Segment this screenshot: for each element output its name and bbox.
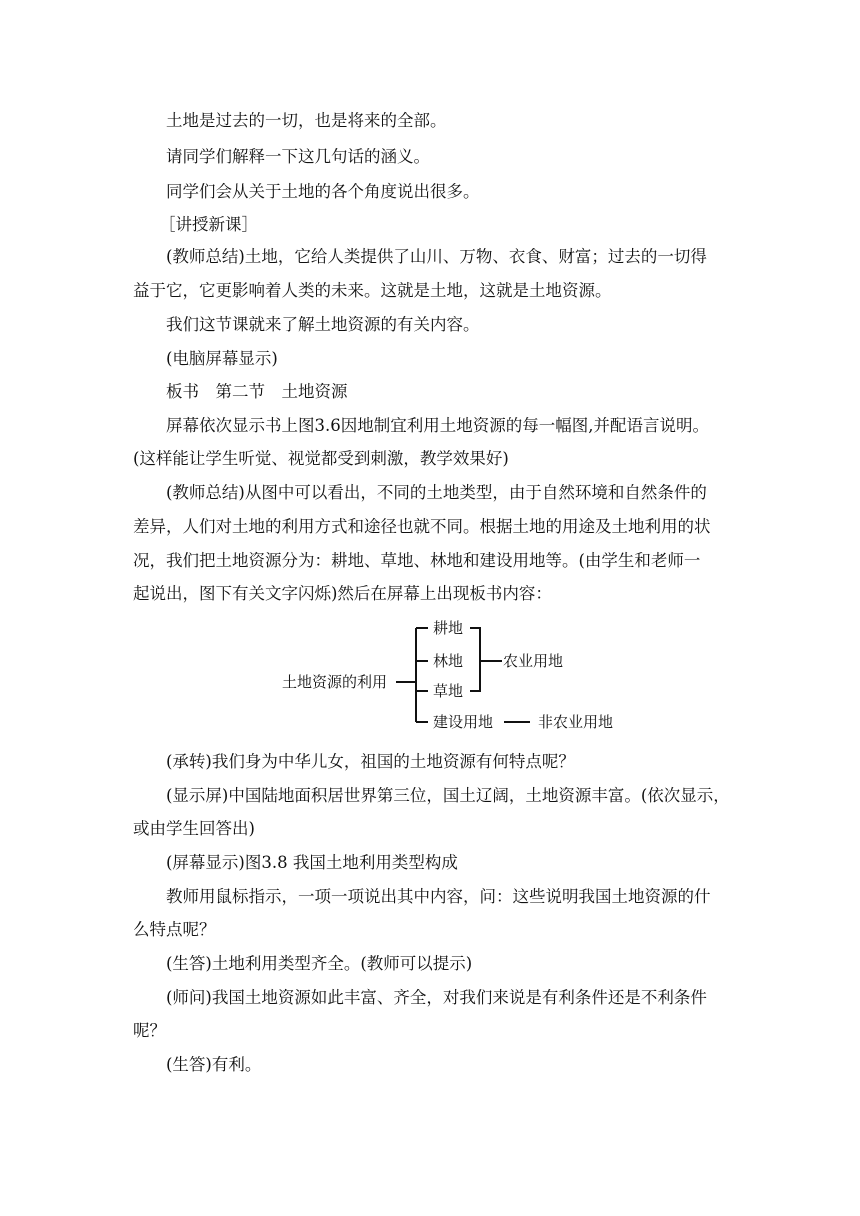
paragraph: 教师用鼠标指示，一项一项说出其中内容，问：这些说明我国土地资源的什 xyxy=(166,887,711,906)
paragraph: 我们这节课就来了解土地资源的有关内容。 xyxy=(166,315,480,334)
diagram-item-grassland: 草地 xyxy=(433,682,464,700)
paragraph: (屏幕显示)图3.8 我国土地利用类型构成 xyxy=(166,853,458,872)
land-use-diagram xyxy=(278,618,638,736)
paragraph: 请同学们解释一下这几句话的涵义。 xyxy=(166,147,430,166)
paragraph: 土地是过去的一切，也是将来的全部。 xyxy=(166,111,447,130)
paragraph-continued: 差异，人们对土地的利用方式和途径也就不同。根据土地的用途及土地利用的状 xyxy=(133,517,711,536)
section-heading: ［讲授新课］ xyxy=(159,215,258,234)
diagram-agri-label: 农业用地 xyxy=(503,652,564,670)
paragraph: (师问)我国土地资源如此丰富、齐全，对我们来说是有利条件还是不利条件 xyxy=(166,988,707,1007)
diagram-item-forest: 林地 xyxy=(433,652,464,670)
diagram-nonagri-label: 非农业用地 xyxy=(538,713,614,731)
paragraph: (显示屏)中国陆地面积居世界第三位，国土辽阔，土地资源丰富。(依次显示， xyxy=(166,786,730,805)
paragraph-continued: 起说出，图下有关文字闪烁)然后在屏幕上出现板书内容： xyxy=(133,584,552,603)
board-title: 板书 第二节 土地资源 xyxy=(166,382,348,401)
paragraph-continued: 呢？ xyxy=(133,1021,166,1040)
paragraph: 同学们会从关于土地的各个角度说出很多。 xyxy=(166,182,480,201)
diagram-root-label: 土地资源的利用 xyxy=(282,673,388,691)
paragraph: (教师总结)从图中可以看出，不同的土地类型，由于自然环境和自然条件的 xyxy=(166,483,707,502)
paragraph: (生答)有利。 xyxy=(166,1055,262,1074)
paragraph-continued: 或由学生回答出) xyxy=(133,819,255,838)
paragraph-continued: 么特点呢？ xyxy=(133,920,216,939)
diagram-item-farmland: 耕地 xyxy=(433,619,464,637)
paragraph: (承转)我们身为中华儿女，祖国的土地资源有何特点呢？ xyxy=(166,752,575,771)
diagram-item-construction: 建设用地 xyxy=(433,713,494,731)
paragraph: (教师总结)土地，它给人类提供了山川、万物、衣食、财富；过去的一切得 xyxy=(166,247,707,266)
diagram-agri-bracket xyxy=(470,628,480,691)
paragraph-continued: 况，我们把土地资源分为：耕地、草地、林地和建设用地等。(由学生和老师一 xyxy=(133,551,701,570)
paragraph-continued: (这样能让学生听觉、视觉都受到刺激，教学效果好) xyxy=(133,449,509,468)
paragraph: (生答)土地利用类型齐全。(教师可以提示) xyxy=(166,954,473,973)
paragraph-continued: 益于它，它更影响着人类的未来。这就是土地，这就是土地资源。 xyxy=(133,281,612,300)
paragraph: (电脑屏幕显示) xyxy=(166,349,278,368)
paragraph: 屏幕依次显示书上图3.6因地制宜利用土地资源的每一幅图,并配语言说明。 xyxy=(166,416,709,435)
